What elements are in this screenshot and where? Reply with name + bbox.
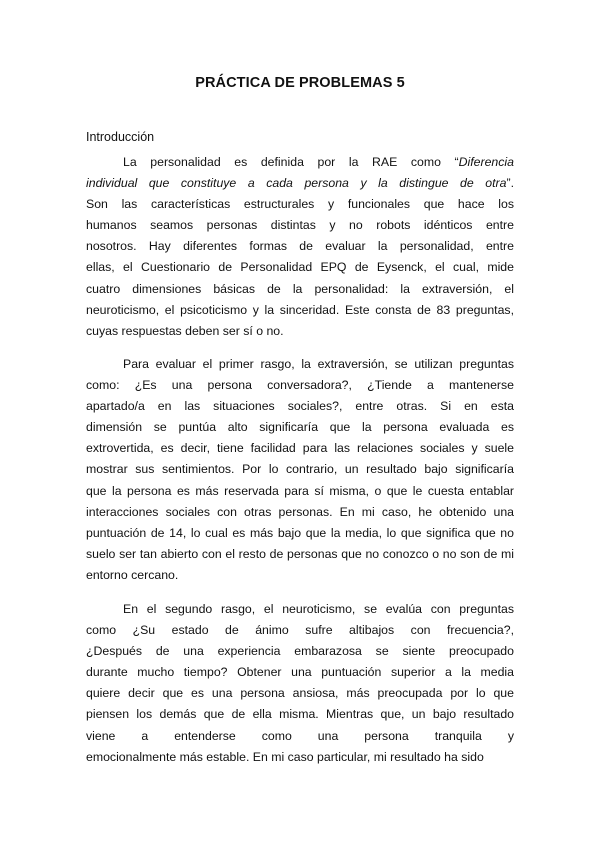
paragraph-neuroticism — [86, 599, 514, 768]
italic-quote-start: Diferencia — [458, 155, 514, 169]
paragraph-line: puntuación de 14, lo cual es más bajo que la media, lo que significa que no — [86, 525, 514, 540]
paragraph-line: como ¿Su estado de ánimo sufre altibajos con frecuencia?, — [86, 623, 514, 638]
paragraph-line — [86, 152, 514, 173]
paragraph-line: cuatro dimensiones básicas de la personalidad: la extraversión, el — [86, 281, 514, 296]
paragraph-line: humanos seamos personas distintas y no robots idénticos entre — [86, 218, 514, 233]
line-prefix: La personalidad es definida por la RAE como “ — [123, 155, 459, 169]
paragraph-line: nosotros. Hay diferentes formas de evaluar la personalidad, entre — [86, 239, 514, 254]
paragraph-line: cuyas respuestas deben ser sí o no. — [86, 323, 284, 338]
paragraph-line: durante mucho tiempo? Obtener una puntuación superior a la media — [86, 665, 514, 680]
paragraph-line: Son las características estructurales y funcionales que hace los — [86, 197, 514, 212]
paragraph-line: apartado/a en las situaciones sociales?, entre otras. Si en esta — [86, 399, 514, 414]
paragraph-line: quiere decir que es una persona ansiosa, más preocupada por lo que — [86, 686, 514, 701]
paragraph-line: interacciones sociales con otras personas. En mi caso, he obtenido una — [86, 504, 514, 519]
page-title: PRÁCTICA DE PROBLEMAS 5 — [195, 75, 405, 91]
italic-quote-end: individual que constituye a cada persona y la distingue de otra — [86, 176, 507, 191]
line-suffix: ”. — [506, 176, 514, 191]
paragraph-line: entorno cercano. — [86, 567, 179, 582]
paragraph-line: piensen los demás que de ella misma. Mientras que, un bajo resultado — [86, 707, 514, 722]
section-heading: Introducción — [86, 130, 155, 144]
paragraph-line: como: ¿Es una persona conversadora?, ¿Tiende a mantenerse — [86, 378, 514, 393]
paragraph-line: viene a entenderse como una persona tranquila y — [86, 728, 514, 743]
paragraph-line: dimensión se puntúa alto significaría que la persona evaluada es — [86, 420, 514, 435]
paragraph-line: neuroticismo, el psicoticismo y la sinceridad. Este consta de 83 preguntas, — [86, 302, 514, 317]
paragraph-introduction — [86, 152, 514, 342]
paragraph-line: En el segundo rasgo, el neuroticismo, se evalúa con preguntas — [123, 602, 514, 616]
paragraph-extraversion — [86, 354, 514, 586]
paragraph-line: extrovertida, es decir, tiene facilidad para las relaciones sociales y suele — [86, 441, 514, 456]
paragraph-line: ¿Después de una experiencia embarazosa se siente preocupado — [86, 644, 514, 659]
paragraph-line: ellas, el Cuestionario de Personalidad EPQ de Eysenck, el cual, mide — [86, 260, 514, 275]
paragraph-line — [86, 173, 514, 194]
paragraph-line: emocionalmente más estable. En mi caso particular, mi resultado ha sido — [86, 749, 484, 764]
paragraph-line: mostrar sus sentimientos. Por lo contrario, un resultado bajo significaría — [86, 462, 514, 477]
paragraph-line: suelo ser tan abierto con el resto de personas que no conozco o no son de mi — [86, 546, 514, 561]
paragraph-line: Para evaluar el primer rasgo, la extraversión, se utilizan preguntas — [123, 357, 514, 371]
paragraph-line: que la persona es más reservada para sí misma, o que le cuesta entablar — [86, 483, 514, 498]
